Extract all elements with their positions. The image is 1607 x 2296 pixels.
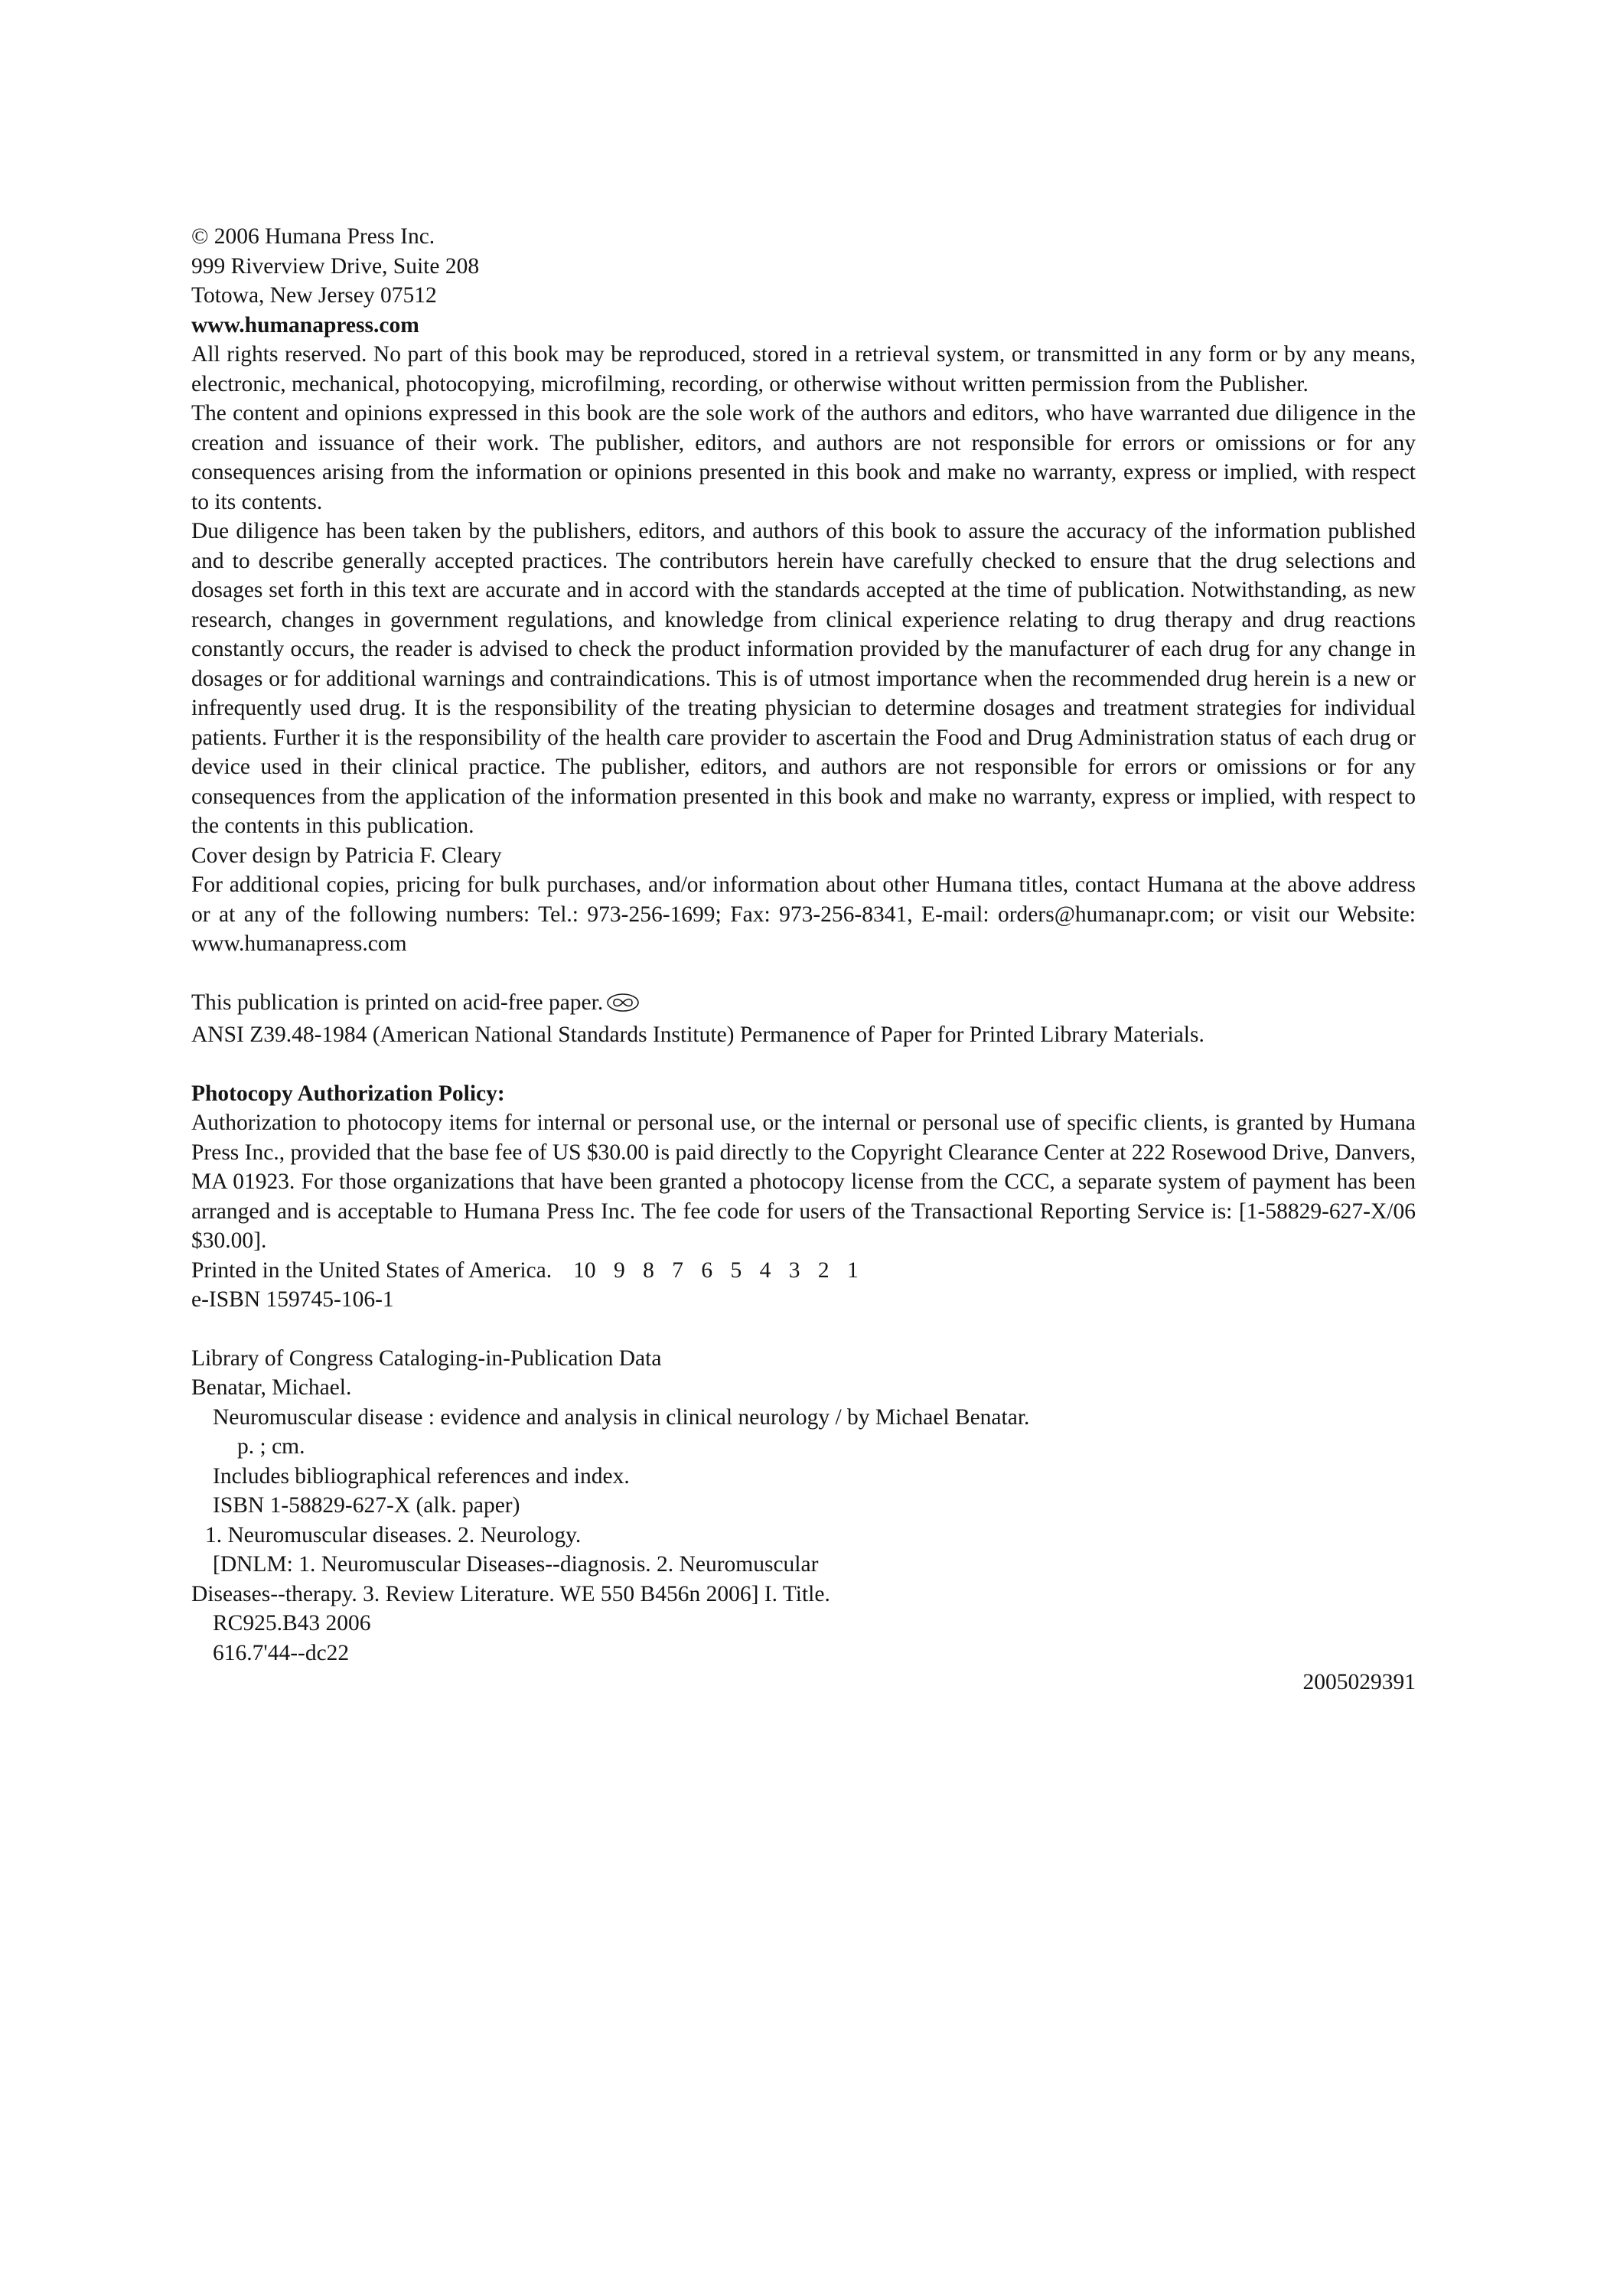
due-diligence-paragraph: Due diligence has been taken by the publishers, editors, and authors of this book to assure the accuracy of the information published and to describe generally accepted practices. The contributors herein have carefully checked to ensure that the drug selections and dosages set forth in this text are accurate and in accord with the standards accepted at the time of publication. Notwithstanding, as new research, changes in government regulations, and knowledge from clinical experience relating to drug therapy and drug reactions constantly occurs, the reader is advised to check the product information provided by the manufacturer of each drug for any change in dosages or for additional warnings and contraindications. This is of utmost importance when the recommended drug herein is a new or infrequently used drug. It is the responsibility of the treating physician to determine dosages and treatment strategies for individual patients. Further it is the responsibility of the health care provider to ascertain the Food and Drug Administration status of each drug or device used in their clinical practice. The publisher, editors, and authors are not responsible for errors or omissions or for any consequences from the application of the information presented in this book and make no warranty, express or implied, with respect to the contents in this publication.	[191, 519, 1416, 838]
publisher-website: www.humanapress.com	[191, 312, 419, 338]
printing-line	[191, 1256, 1416, 1286]
acid-free-line	[191, 988, 1416, 1021]
acid-free-text: This publication is printed on acid-free paper.	[191, 990, 604, 1015]
rights-reserved-paragraph: All rights reserved. No part of this book may be reproduced, stored in a retrieval system, or transmitted in any form or by any means, electronic, mechanical, photocopying, microfilming, recording, or otherwise without written permission from the Publisher.	[191, 342, 1416, 396]
cip-isbn: ISBN 1-58829-627-X (alk. paper)	[213, 1493, 520, 1518]
ansi-line: ANSI Z39.48-1984 (American National Standards Institute) Permanence of Paper for Printed Library Materials.	[191, 1022, 1204, 1047]
additional-copies-paragraph: For additional copies, pricing for bulk purchases, and/or information about other Humana titles, contact Humana at the above address or at any of the following numbers: Tel.: 973-256-1699; Fax: 973-256-8341, E-mail: orders@humanapr.com; or visit our Website: www.humanapress.com	[191, 872, 1416, 956]
cip-dnlm-line2: Diseases--therapy. 3. Review Literature. WE 550 B456n 2006] I. Title.	[191, 1581, 830, 1606]
paper-statement	[191, 988, 1416, 1050]
photocopy-policy-title: Photocopy Authorization Policy:	[191, 1081, 505, 1106]
city-state-zip: Totowa, New Jersey 07512	[191, 283, 437, 308]
e-isbn: e-ISBN 159745-106-1	[191, 1287, 394, 1312]
copyright-line: © 2006 Humana Press Inc.	[191, 224, 435, 249]
content-disclaimer-paragraph: The content and opinions expressed in this book are the sole work of the authors and editors, who have warranted due diligence in the creation and issuance of their work. The publisher, editors, and authors are not responsible for errors or omissions or for any consequences arising from the information or opinions presented in this book and make no warranty, express or implied, with respect to its contents.	[191, 401, 1416, 514]
cip-dnlm-line1: [DNLM: 1. Neuromuscular Diseases--diagnosis. 2. Neuromuscular	[213, 1552, 819, 1577]
cip-title: Neuromuscular disease : evidence and analysis in clinical neurology / by Michael Benatar.	[213, 1404, 1030, 1430]
copyright-page	[191, 222, 1416, 1698]
photocopy-policy-body: Authorization to photocopy items for internal or personal use, or the internal or personal use of specific clients, is granted by Humana Press Inc., provided that the base fee of US $30.00 is paid directly to the Copyright Clearance Center at 222 Rosewood Drive, Danvers, MA 01923. For those organizations that have been granted a photocopy license from the CCC, a separate system of payment has been arranged and is acceptable to Humana Press Inc. The fee code for users of the Transactional Reporting Service is: [1-58829-627-X/06 $30.00].	[191, 1110, 1416, 1253]
cip-data	[191, 1344, 1416, 1698]
cip-heading: Library of Congress Cataloging-in-Publication Data	[191, 1345, 662, 1371]
printed-in-text: Printed in the United States of America.	[191, 1257, 553, 1283]
cip-lccn: 2005029391	[1302, 1670, 1416, 1694]
publisher-address	[191, 222, 1416, 311]
cip-dewey: 616.7'44--dc22	[213, 1640, 350, 1665]
infinity-icon	[606, 991, 640, 1021]
cip-pages: p. ; cm.	[237, 1434, 305, 1459]
cip-includes: Includes bibliographical references and index.	[213, 1463, 630, 1489]
cip-lc-class: RC925.B43 2006	[213, 1611, 371, 1636]
street-address: 999 Riverview Drive, Suite 208	[191, 253, 480, 279]
cip-subjects: 1. Neuromuscular diseases. 2. Neurology.	[205, 1522, 582, 1548]
photocopy-policy	[191, 1079, 1416, 1256]
cover-design-credit: Cover design by Patricia F. Cleary	[191, 843, 502, 868]
printing-numbers: 10 9 8 7 6 5 4 3 2 1	[573, 1257, 859, 1283]
cip-author: Benatar, Michael.	[191, 1375, 352, 1400]
